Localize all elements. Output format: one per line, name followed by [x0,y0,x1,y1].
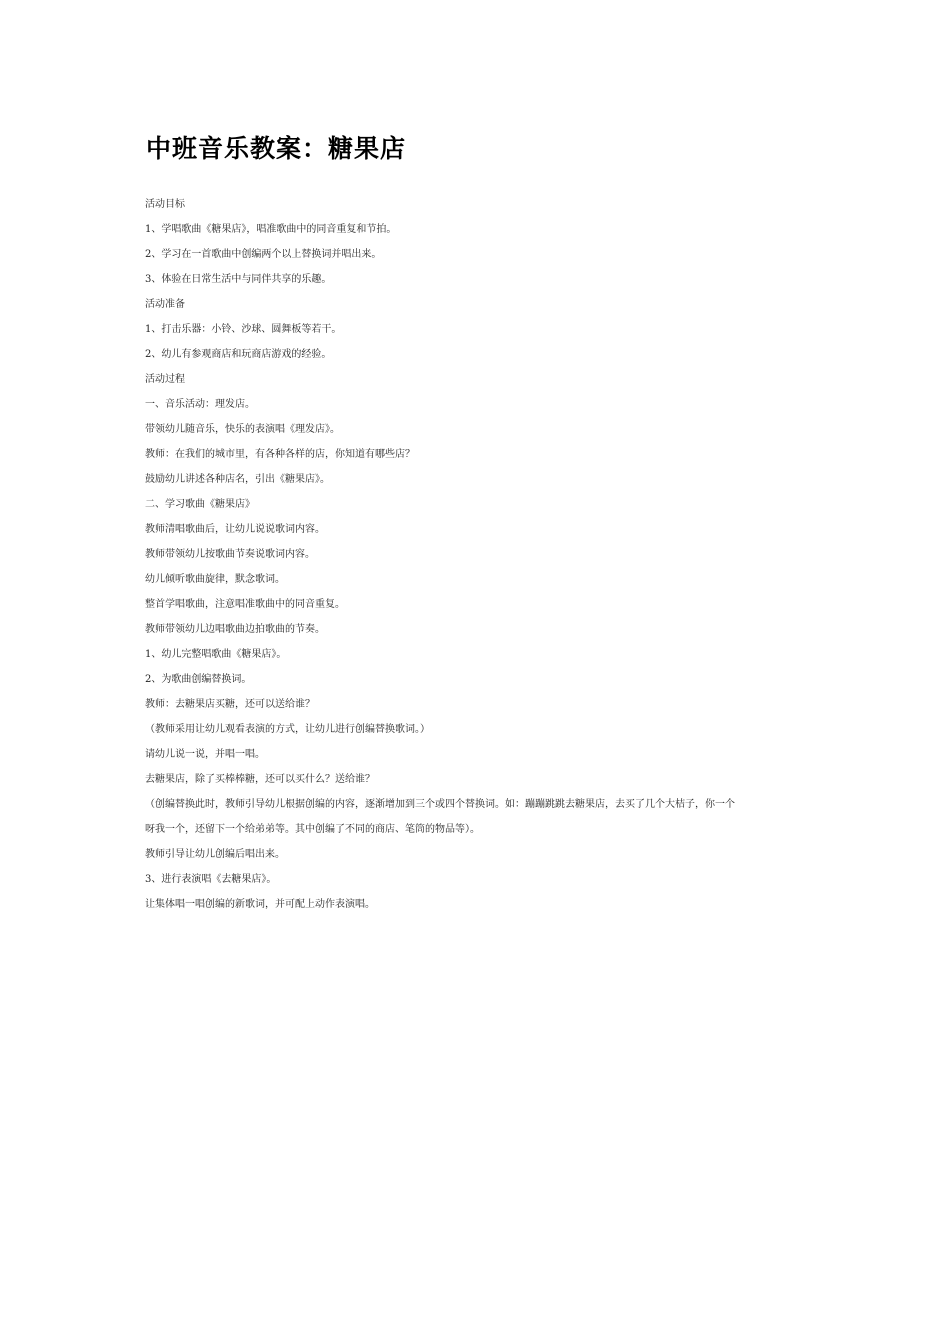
process-text: 去糖果店，除了买棒棒糖，还可以买什么？送给谁？ [145,774,375,785]
process-text: 请幼儿说一说，并唱一唱。 [145,749,265,760]
process-text: 整首学唱歌曲，注意唱准歌曲中的同音重复。 [145,599,345,610]
process-text: 带领幼儿随音乐，快乐的表演唱《理发店》。 [145,424,340,435]
process-text: 教师引导让幼儿创编后唱出来。 [145,849,285,860]
process-text: （教师采用让幼儿观看表演的方式，让幼儿进行创编替换歌词。） [145,724,430,735]
process-text: 幼儿倾听歌曲旋律，默念歌词。 [145,574,285,585]
process-step-heading: 二、学习歌曲《糖果店》 [145,499,255,510]
process-text: 让集体唱一唱创编的新歌词，并可配上动作表演唱。 [145,899,375,910]
process-text: 3、进行表演唱《去糖果店》。 [145,874,277,885]
goal-item: 1、学唱歌曲《糖果店》，唱准歌曲中的同音重复和节拍。 [145,224,397,235]
process-text: 教师带领幼儿按歌曲节奏说歌词内容。 [145,549,315,560]
process-text: （创编替换此时，教师引导幼儿根据创编的内容，逐渐增加到三个或四个替换词。如：蹦蹦跳跳去糖果店，去买了几个大桔子，你一个 [145,799,735,810]
section-heading-process: 活动过程 [145,374,185,385]
process-text: 鼓励幼儿讲述各种店名，引出《糖果店》。 [145,474,330,485]
goal-item: 3、体验在日常生活中与同伴共享的乐趣。 [145,274,332,285]
preparation-item: 1、打击乐器：小铃、沙球、圆舞板等若干。 [145,324,342,335]
process-text: 教师清唱歌曲后，让幼儿说说歌词内容。 [145,524,325,535]
goal-item: 2、学习在一首歌曲中创编两个以上替换词并唱出来。 [145,249,382,260]
process-text: 1、幼儿完整唱歌曲《糖果店》。 [145,649,287,660]
section-heading-preparation: 活动准备 [145,299,185,310]
process-text: 教师：去糖果店买糖，还可以送给谁？ [145,699,315,710]
document-body [145,192,810,917]
process-text: 教师：在我们的城市里，有各种各样的店，你知道有哪些店？ [145,449,415,460]
process-text: 教师带领幼儿边唱歌曲边拍歌曲的节奏。 [145,624,325,635]
process-step-heading: 一、音乐活动：理发店。 [145,399,255,410]
preparation-item: 2、幼儿有参观商店和玩商店游戏的经验。 [145,349,332,360]
process-text: 呀我一个，还留下一个给弟弟等。其中创编了不同的商店、笔筒的物品等）。 [145,824,480,835]
document-title: 中班音乐教案：糖果店 [146,134,407,163]
process-text: 2、为歌曲创编替换词。 [145,674,252,685]
section-heading-goals: 活动目标 [145,199,185,210]
